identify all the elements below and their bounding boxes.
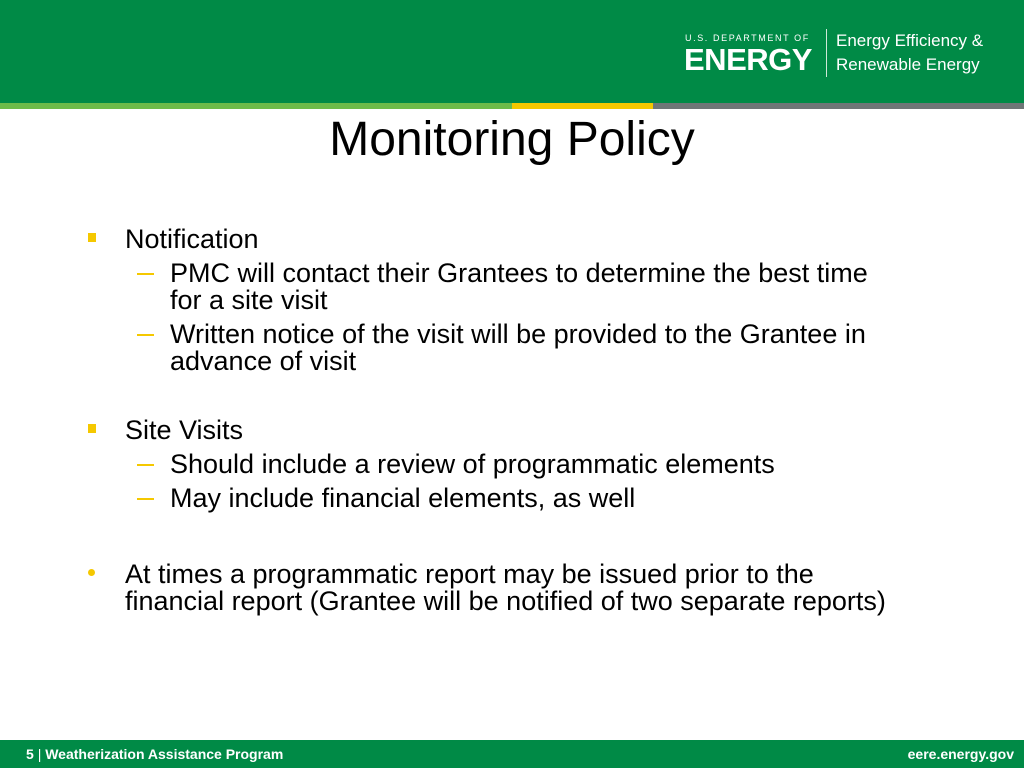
office-name-line2: Renewable Energy <box>836 55 980 74</box>
footer-separator: | <box>37 746 42 762</box>
slide-title: Monitoring Policy <box>329 113 695 166</box>
sub-bullet-text: for a site visit <box>170 285 328 315</box>
round-bullet-icon <box>88 569 95 576</box>
logo-divider <box>826 29 827 77</box>
doe-logo-small-text: U.S. DEPARTMENT OF <box>685 33 810 43</box>
sub-bullet-text: May include financial elements, as well <box>170 483 636 513</box>
bullet-site-visits: Site Visits <box>125 415 244 445</box>
bullet-report-timing: At times a programmatic report may be issued prior to the <box>125 559 814 589</box>
dash-bullet-icon <box>137 334 154 336</box>
dash-bullet-icon <box>137 464 154 466</box>
sub-bullet-text: PMC will contact their Grantees to determine the best time <box>170 258 868 288</box>
header-stripe-yellow <box>512 103 653 109</box>
bullet-report-timing-cont: financial report (Grantee will be notified of two separate reports) <box>125 586 886 616</box>
sub-bullet-text: Should include a review of programmatic elements <box>170 449 775 479</box>
page-number: 5 <box>26 746 34 762</box>
footer-left <box>26 746 283 762</box>
sub-bullet-text: advance of visit <box>170 346 357 376</box>
footer-url: eere.energy.gov <box>907 746 1014 762</box>
dash-bullet-icon <box>137 498 154 500</box>
doe-logo-wordmark: ENERGY <box>684 42 812 77</box>
header-stripe-green <box>0 103 512 109</box>
program-name: Weatherization Assistance Program <box>45 746 284 762</box>
header-banner <box>0 0 1024 103</box>
square-bullet-icon <box>88 424 96 433</box>
bullet-notification: Notification <box>125 224 259 254</box>
header-stripe-gray <box>653 103 1024 109</box>
office-name-line1: Energy Efficiency & <box>836 31 984 50</box>
dash-bullet-icon <box>137 273 154 275</box>
square-bullet-icon <box>88 233 96 242</box>
sub-bullet-text: Written notice of the visit will be provided to the Grantee in <box>170 319 866 349</box>
